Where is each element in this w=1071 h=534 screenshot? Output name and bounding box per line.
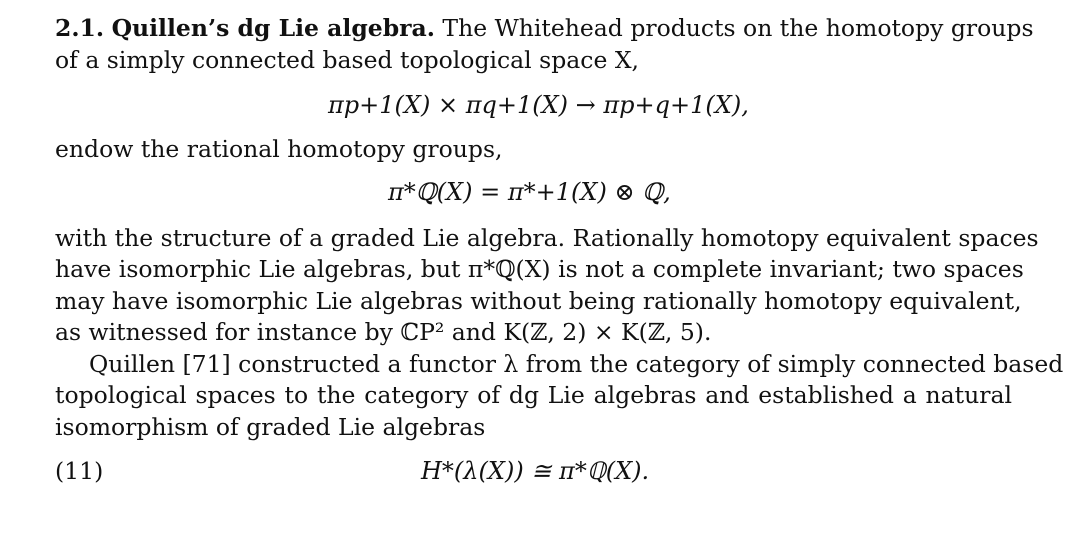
section-intro-text: The Whitehead products on the homotopy groups — [442, 14, 1034, 42]
section-heading-line — [55, 14, 1034, 42]
paragraph1-line-4: as witnessed for instance by ℂP² and K(ℤ, 2) × K(ℤ, 5). — [55, 318, 712, 346]
equation-number: (11) — [55, 457, 104, 485]
section-intro-line-2: of a simply connected based topological space X, — [55, 46, 640, 74]
paragraph1-line-1: with the structure of a graded Lie algebra. Rationally homotopy equivalent spaces — [55, 224, 1039, 252]
isomorphism-equation: H*(λ(X)) ≅ π*ℚ(X). — [421, 457, 650, 485]
rational-homotopy-equation: π*ℚ(X) = π*+1(X) ⊗ ℚ, — [388, 178, 671, 206]
section-number: 2.1. — [55, 14, 105, 42]
paragraph2-line-1: Quillen [71] constructed a functor λ from the category of simply connected based — [89, 350, 1064, 378]
paragraph2-line-2: topological spaces to the category of dg Lie algebras and established a natural — [55, 381, 1012, 409]
whitehead-equation: πp+1(X) × πq+1(X) → πp+q+1(X), — [328, 91, 749, 119]
paragraph1-line-3: may have isomorphic Lie algebras without being rationally homotopy equivalent, — [55, 287, 1022, 315]
paragraph1-line-2: have isomorphic Lie algebras, but π*ℚ(X) is not a complete invariant; two spaces — [55, 255, 1024, 283]
paragraph1-lead-line: endow the rational homotopy groups, — [55, 135, 503, 163]
section-title: Quillen’s dg Lie algebra. — [111, 14, 435, 42]
paragraph2-line-3: isomorphism of graded Lie algebras — [55, 413, 486, 441]
